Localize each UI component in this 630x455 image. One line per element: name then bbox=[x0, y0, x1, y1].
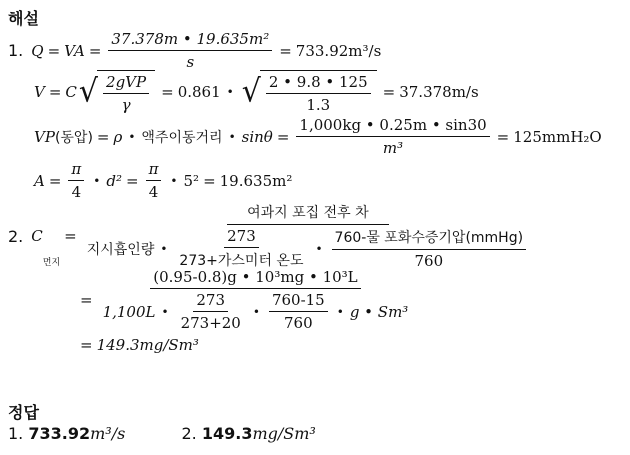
answers-line: 1. 733.92m³/s 2. 149.3mg/Sm³ bbox=[8, 424, 316, 443]
answer-2-value: 149.3 bbox=[201, 424, 253, 443]
v-result: 37.378m/s bbox=[399, 83, 479, 101]
c-result: 149.3mg/Sm³ bbox=[96, 336, 199, 354]
a-result: 19.635m² bbox=[219, 171, 293, 190]
q-fraction: $\frac{\text{37.378m • 19.635m²}}{s}$ bbox=[108, 30, 272, 71]
equation-c-values: = (0.95-0.8)g • 10³mg • 10³L 1,100L • $\frac{273}{273+20}$ • $\frac{760-15}{760}$ • g • Sm³ bbox=[76, 268, 414, 332]
equation-c-result: = 149.3mg/Sm³ bbox=[80, 336, 199, 354]
c-values-fraction: (0.95-0.8)g • 10³mg • 10³L 1,100L • $\frac{273}{273+20}$ • $\frac{760-15}{760}$ • g • Sm³ bbox=[102, 268, 409, 332]
vp-result: 125mmH₂O bbox=[513, 127, 602, 146]
answer-1-value: 733.92 bbox=[28, 424, 91, 443]
equation-vp: VP (동압) = ρ • 액주이동거리 • sinθ = $\frac{1,000kg • 0.25m • \sin 30}{\text{m³}}$ = 125mmH₂O bbox=[34, 116, 602, 157]
q-symbol: Q bbox=[31, 41, 44, 60]
answer-heading: 정답 bbox=[8, 403, 39, 422]
item-number-1: 1. bbox=[8, 41, 24, 60]
solution-heading: 해설 bbox=[8, 9, 39, 28]
item-number-2: 2. bbox=[8, 226, 24, 246]
va-term: VA bbox=[64, 41, 85, 60]
equation-c-dust: 2. C 먼지 = 여과지 포집 전후 차 지시흡인량 • $\frac{273}{\text{273+가스미터 온도}}$ • $\frac{\text{760-물 포화수증기압(mmHg)}}{760}$ bbox=[8, 202, 535, 270]
sqrt-velocity-formula: √ $\frac{\text{2gVP}}{\gamma}$ bbox=[79, 70, 155, 114]
equation-v: V = C √ $\frac{\text{2gVP}}{\gamma}$ = 0.861 • √ $\frac{2 • 9.8 • 125}{1.3}$ = 37.378m/s bbox=[34, 70, 479, 114]
equation-q: 1. Q = VA = $\frac{\text{37.378m • 19.635m²}}{s}$ = 733.92m³/s bbox=[8, 30, 382, 71]
vp-fraction: $\frac{1,000kg • 0.25m • \sin 30}{\text{m³}}$ bbox=[296, 116, 489, 157]
c-dust-fraction: 여과지 포집 전후 차 지시흡인량 • $\frac{273}{\text{273+가스미터 온도}}$ • $\frac{\text{760-물 포화수증기압(mmHg)}}{760}$ bbox=[84, 202, 532, 270]
q-result: 733.92m³/s bbox=[295, 41, 382, 60]
equation-a: A = $\frac{\pi}{4}$ • d² = $\frac{\pi}{4}$ • 5² = 19.635m² bbox=[34, 160, 293, 201]
sqrt-velocity-values: √ $\frac{2 • 9.8 • 125}{1.3}$ bbox=[242, 70, 377, 114]
